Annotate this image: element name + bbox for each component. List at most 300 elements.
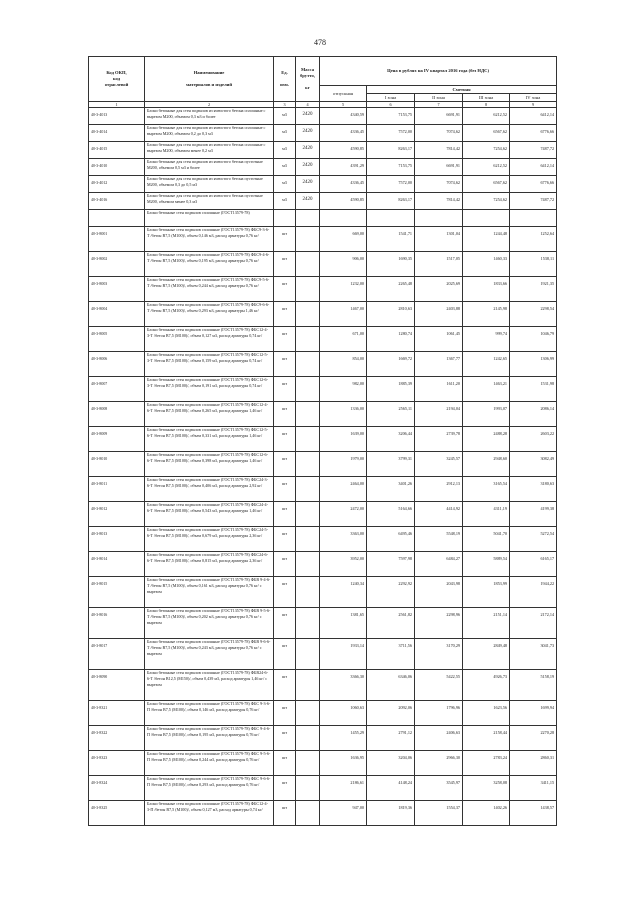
item-name-cell: Блоки бетонные стен подвалов сплошные (ГОСТ13579-78) ФБС9-3-6-Т /бетон В7,5 (М100)/, объем 0,146 м3, расход арматуры 0,76 кг/ bbox=[145, 227, 274, 252]
item-code-cell: 40-3-8005 bbox=[89, 327, 145, 352]
item-name-cell: Блоки бетонные стен подвалов сплошные (ГОСТ13579-78) ФБС24-3-6-Т /бетон В7,5 (М100)/, объем 0,406 м3, расход арматуры 2,92 кг/ bbox=[145, 477, 274, 502]
zone-4-price-cell: 1438,57 bbox=[510, 801, 557, 826]
unit-cell: шт bbox=[274, 502, 296, 527]
zone-1-price-cell: 7153,75 bbox=[367, 108, 415, 125]
unit-cell: шт bbox=[274, 227, 296, 252]
release-price-cell: 1639,00 bbox=[320, 427, 367, 452]
zone-3-price-cell: 6212,52 bbox=[463, 108, 510, 125]
mass-cell: 2420 bbox=[296, 125, 320, 142]
zone-2-price-cell: 1517,05 bbox=[415, 252, 463, 277]
item-code-cell: 40-3-8010 bbox=[89, 452, 145, 477]
release-price-cell: 1240,34 bbox=[320, 577, 367, 608]
mass-cell bbox=[296, 577, 320, 608]
item-code-cell: 40-3-8015 bbox=[89, 577, 145, 608]
item-name-cell: Блоки бетонные стен подвалов сплошные (ГОСТ13579-78) ФБС12-5-3-Т /бетон В7,5 (М100)/, объем 0,159 м3, расход арматуры 0,74 кг/ bbox=[145, 352, 274, 377]
zone-3-price-cell: 5041,70 bbox=[463, 527, 510, 552]
zone-4-price-cell: 7487,72 bbox=[510, 142, 557, 159]
zone-1-price-cell: 2092,06 bbox=[367, 701, 415, 726]
item-name-cell: Блоки бетонные стен подвалов сплошные (ГОСТ13579-78) ФБС12-6-3-Т /бетон В7,5 (М100)/, объем 0,191 м3, расход арматуры 0,74 кг/ bbox=[145, 377, 274, 402]
item-name-cell: Блоки бетонные стен подвалов сплошные (ГОСТ13579-78) ФБС24-6-6-Т /бетон В7,5 (М100)/, объем 0,815 м3, расход арматуры 2,36 кг/ bbox=[145, 552, 274, 577]
release-price-cell: 4391,29 bbox=[320, 159, 367, 176]
zone-3-price-cell: 1460,33 bbox=[463, 252, 510, 277]
unit-cell: шт bbox=[274, 427, 296, 452]
zone-4-price-cell: 6776,66 bbox=[510, 125, 557, 142]
release-price-cell: 947,00 bbox=[320, 801, 367, 826]
unit-cell: м3 bbox=[274, 108, 296, 125]
table-row bbox=[89, 227, 557, 252]
mass-cell: 2420 bbox=[296, 159, 320, 176]
release-price-cell: 4590,85 bbox=[320, 193, 367, 210]
unit-cell: шт bbox=[274, 327, 296, 352]
mass-cell bbox=[296, 608, 320, 639]
unit-cell: шт bbox=[274, 776, 296, 801]
zone-3-price-cell: 1463,21 bbox=[463, 377, 510, 402]
zone-4-price-cell: 1252,64 bbox=[510, 227, 557, 252]
unit-cell: шт bbox=[274, 801, 296, 826]
item-name-cell: Блоки бетонные стен подвалов сплошные (ГОСТ13579-78) ФБС12-4-3-Т /бетон В7,5 (М100)/, объем 0,127 м3, расход арматуры 0,74 кг/ bbox=[145, 327, 274, 352]
zone-4-price-cell: 6165,17 bbox=[510, 552, 557, 577]
zone-2-price-cell: 7814,42 bbox=[415, 142, 463, 159]
table-row bbox=[89, 670, 557, 701]
zone-1-price-cell: 7572,00 bbox=[367, 125, 415, 142]
item-name-cell: Блоки бетонные стен подвалов сплошные (ГОСТ13579-78) ФБС 9-4-6-П /бетон В7,5 (М100)/, объем 0,195 м3, расход арматуры 0,76 кг/ bbox=[145, 726, 274, 751]
unit-cell: шт bbox=[274, 452, 296, 477]
table-row bbox=[89, 552, 557, 577]
release-price-cell: 1455,29 bbox=[320, 726, 367, 751]
zone-3-price-cell: 2145,98 bbox=[463, 302, 510, 327]
zone-1-price-cell: 1690,35 bbox=[367, 252, 415, 277]
header-code: Код ОКП, код отраслевой bbox=[89, 57, 145, 102]
column-number: 7 bbox=[415, 102, 463, 108]
column-number: 9 bbox=[510, 102, 557, 108]
zone-3-price-cell: 6567,62 bbox=[463, 125, 510, 142]
unit-cell: шт bbox=[274, 352, 296, 377]
zone-1-price-cell: 7572,00 bbox=[367, 176, 415, 193]
mass-cell bbox=[296, 701, 320, 726]
zone-1-price-cell: 7153,75 bbox=[367, 159, 415, 176]
zone-1-price-cell: 2561,82 bbox=[367, 608, 415, 639]
zone-2-price-cell: 1796,96 bbox=[415, 701, 463, 726]
table-row bbox=[89, 142, 557, 159]
unit-cell: шт bbox=[274, 552, 296, 577]
zone-2-price-cell: 6691,91 bbox=[415, 159, 463, 176]
table-row bbox=[89, 477, 557, 502]
zone-3-price-cell: 2488,28 bbox=[463, 427, 510, 452]
zone-4-price-cell: 2270,28 bbox=[510, 726, 557, 751]
item-name-cell: Блоки бетонные стен подвалов сплошные (ГОСТ13579-78) ФБС12-4-3-П /бетон В7,5 (М100)/, объем 0,127 м3, расход арматуры 0,74 кг/ bbox=[145, 801, 274, 826]
item-code-cell: 40-3-4012 bbox=[89, 176, 145, 193]
zone-3-price-cell: 1244,48 bbox=[463, 227, 510, 252]
column-number: 2 bbox=[145, 102, 274, 108]
zone-3-price-cell: 1833,66 bbox=[463, 277, 510, 302]
header-release: отпускная bbox=[320, 86, 367, 102]
mass-cell bbox=[296, 726, 320, 751]
zone-3-price-cell: 1623,56 bbox=[463, 701, 510, 726]
unit-cell: м3 bbox=[274, 159, 296, 176]
zone-4-price-cell: 1944,22 bbox=[510, 577, 557, 608]
item-name-cell: Блоки бетонные для стен подвалов из ячеистого бетона пустотные М200, объемом 0,3 до 0,5 м3 bbox=[145, 176, 274, 193]
zone-1-price-cell: 5164,66 bbox=[367, 502, 415, 527]
item-code-cell: 40-3-8017 bbox=[89, 639, 145, 670]
table-row bbox=[89, 159, 557, 176]
release-price-cell bbox=[320, 210, 367, 227]
zone-4-price-cell: 2172,14 bbox=[510, 608, 557, 639]
table-row bbox=[89, 639, 557, 670]
item-name-cell: Блоки бетонные стен подвалов сплошные (ГОСТ13579-78) ФБВ 9-5-6-Т /бетон В7,5 (М100)/, объем 0,202 м3, расход арматуры 0,76 кг/ с вырезом bbox=[145, 608, 274, 639]
item-name-cell: Блоки бетонные стен подвалов сплошные (ГОСТ13579-78) ФБВ 9-6-6-Т /бетон В7,5 (М100)/, объем 0,243 м3, расход арматуры 0,76 кг/ с вырезом bbox=[145, 639, 274, 670]
zone-1-price-cell bbox=[367, 210, 415, 227]
mass-cell bbox=[296, 427, 320, 452]
table-row bbox=[89, 377, 557, 402]
zone-1-price-cell: 3711,56 bbox=[367, 639, 415, 670]
release-price-cell: 4336,45 bbox=[320, 176, 367, 193]
table-row bbox=[89, 701, 557, 726]
release-price-cell: 3952,00 bbox=[320, 552, 367, 577]
zone-3-price-cell: 2783,24 bbox=[463, 751, 510, 776]
item-name-cell: Блоки бетонные стен подвалов сплошные (ГОСТ13579-78) ФБС12-6-6-Т /бетон В7,5 (М100)/, объем 0,398 м3, расход арматуры 1,46 кг/ bbox=[145, 452, 274, 477]
column-number: 8 bbox=[463, 102, 510, 108]
mass-cell: 2420 bbox=[296, 193, 320, 210]
zone-1-price-cell: 1885,39 bbox=[367, 377, 415, 402]
zone-4-price-cell: 6412,14 bbox=[510, 159, 557, 176]
zone-4-price-cell: 3180,63 bbox=[510, 477, 557, 502]
mass-cell bbox=[296, 210, 320, 227]
zone-4-price-cell: 6776,66 bbox=[510, 176, 557, 193]
item-code-cell: 40-3-8321 bbox=[89, 701, 145, 726]
mass-cell: 2420 bbox=[296, 176, 320, 193]
release-price-cell: 1467,00 bbox=[320, 302, 367, 327]
zone-3-price-cell: 1402,26 bbox=[463, 801, 510, 826]
zone-2-price-cell: 2966,30 bbox=[415, 751, 463, 776]
item-code-cell: 40-3-4010 bbox=[89, 159, 145, 176]
mass-cell bbox=[296, 302, 320, 327]
item-name-cell: Блоки бетонные для стен подвалов из ячеистого бетона сплошные с вырезом М200, объемом 0,2 до 0,3 м3 bbox=[145, 125, 274, 142]
zone-2-price-cell: 3170,29 bbox=[415, 639, 463, 670]
zone-1-price-cell: 2791,12 bbox=[367, 726, 415, 751]
table-row bbox=[89, 252, 557, 277]
table-row bbox=[89, 402, 557, 427]
zone-4-price-cell: 3411,15 bbox=[510, 776, 557, 801]
mass-cell bbox=[296, 402, 320, 427]
column-number: 4 bbox=[296, 102, 320, 108]
zone-2-price-cell: 5422,55 bbox=[415, 670, 463, 701]
item-name-cell: Блоки бетонные стен подвалов сплошные (ГОСТ13579-78) ФБС24-5-6-Т /бетон В7,5 (М100)/, объем 0,679 м3, расход арматуры 2,36 кг/ bbox=[145, 527, 274, 552]
zone-2-price-cell: 2298,96 bbox=[415, 608, 463, 639]
zone-2-price-cell: 2912,13 bbox=[415, 477, 463, 502]
unit-cell: шт bbox=[274, 377, 296, 402]
zone-2-price-cell: 2403,88 bbox=[415, 302, 463, 327]
zone-3-price-cell: 999,74 bbox=[463, 327, 510, 352]
zone-2-price-cell: 2406,63 bbox=[415, 726, 463, 751]
item-name-cell: Блоки бетонные стен подвалов сплошные (ГОСТ13579-78) ФБС 9-5-6-П /бетон В7,5 (М100)/, объем 0,244 м3, расход арматуры 0,76 кг/ bbox=[145, 751, 274, 776]
column-number: 1 bbox=[89, 102, 145, 108]
release-price-cell: 1060,63 bbox=[320, 701, 367, 726]
item-code-cell: 40-3-8013 bbox=[89, 527, 145, 552]
header-mass: Масса брутто, кг bbox=[296, 57, 320, 102]
item-code-cell: 40-3-8323 bbox=[89, 751, 145, 776]
release-price-cell: 982,00 bbox=[320, 377, 367, 402]
zone-4-price-cell: 2603,22 bbox=[510, 427, 557, 452]
zone-1-price-cell: 1541,71 bbox=[367, 227, 415, 252]
table-row bbox=[89, 327, 557, 352]
release-price-cell: 669,00 bbox=[320, 227, 367, 252]
item-code-cell: 40-3-8001 bbox=[89, 227, 145, 252]
header-zone-3: III зона bbox=[463, 94, 510, 102]
zone-1-price-cell: 3401,26 bbox=[367, 477, 415, 502]
release-price-cell: 4340,59 bbox=[320, 108, 367, 125]
mass-cell bbox=[296, 670, 320, 701]
item-name-cell: Блоки бетонные для стен подвалов из ячеистого бетона сплошные с вырезом М200, объемом менее 0,2 м3 bbox=[145, 142, 274, 159]
item-code-cell: 40-3-8012 bbox=[89, 502, 145, 527]
zone-2-price-cell: 3245,57 bbox=[415, 452, 463, 477]
table-body bbox=[89, 108, 557, 826]
table-row bbox=[89, 210, 557, 227]
zone-3-price-cell: 6212,52 bbox=[463, 159, 510, 176]
release-price-cell: 4590,85 bbox=[320, 142, 367, 159]
zone-3-price-cell: 6567,62 bbox=[463, 176, 510, 193]
unit-cell: м3 bbox=[274, 142, 296, 159]
zone-4-price-cell: 2086,14 bbox=[510, 402, 557, 427]
zone-4-price-cell: 4199,38 bbox=[510, 502, 557, 527]
zone-3-price-cell: 2158,44 bbox=[463, 726, 510, 751]
table-row bbox=[89, 608, 557, 639]
price-table bbox=[88, 56, 557, 826]
zone-2-price-cell: 6484,27 bbox=[415, 552, 463, 577]
zone-4-price-cell: 1046,79 bbox=[510, 327, 557, 352]
item-code-cell: 40-3-8002 bbox=[89, 252, 145, 277]
zone-2-price-cell: 5548,19 bbox=[415, 527, 463, 552]
item-name-cell: Блоки бетонные стен подвалов сплошные (ГОСТ13579-78) ФБВ24-6-6-Т /бетон В12,5 (М150)/, объем 0,439 м3, расход арматуры 1,46 кг/ с вырезом bbox=[145, 670, 274, 701]
table-row bbox=[89, 801, 557, 826]
table-row bbox=[89, 726, 557, 751]
mass-cell bbox=[296, 502, 320, 527]
item-code-cell: 40-3-8006 bbox=[89, 352, 145, 377]
unit-cell: шт bbox=[274, 608, 296, 639]
zone-3-price-cell: 3258,08 bbox=[463, 776, 510, 801]
unit-cell: шт bbox=[274, 639, 296, 670]
zone-4-price-cell: 1306,99 bbox=[510, 352, 557, 377]
item-code-cell: 40-3-8016 bbox=[89, 608, 145, 639]
zone-2-price-cell: 2025,69 bbox=[415, 277, 463, 302]
zone-1-price-cell: 4148,24 bbox=[367, 776, 415, 801]
zone-1-price-cell: 2265,48 bbox=[367, 277, 415, 302]
table-row bbox=[89, 176, 557, 193]
item-name-cell: Блоки бетонные стен подвалов сплошные (ГОСТ13579-78) ФБВ 9-4-6-Т /бетон В7,5 (М100)/, объем 0,161 м3, расход арматуры 0,76 кг/ с вырезом bbox=[145, 577, 274, 608]
zone-1-price-cell: 3206,44 bbox=[367, 427, 415, 452]
unit-cell: м3 bbox=[274, 176, 296, 193]
page-number: 478 bbox=[314, 38, 326, 47]
zone-2-price-cell: 3545,97 bbox=[415, 776, 463, 801]
item-name-cell: Блоки бетонные для стен подвалов из ячеистого бетона пустотные М200, объемом 0,5 м3 и более bbox=[145, 159, 274, 176]
item-code-cell: 40-3-8322 bbox=[89, 726, 145, 751]
zone-2-price-cell: 6691,91 bbox=[415, 108, 463, 125]
zone-4-price-cell: 5272,54 bbox=[510, 527, 557, 552]
zone-2-price-cell: 7074,62 bbox=[415, 176, 463, 193]
release-price-cell: 671,00 bbox=[320, 327, 367, 352]
item-name-cell: Блоки бетонные стен подвалов сплошные (ГОСТ13579-78) ФБС 9-3-6-П /бетон В7,5 (М100)/, объем 0,146 м3, расход арматуры 0,76 кг/ bbox=[145, 701, 274, 726]
zone-2-price-cell bbox=[415, 210, 463, 227]
zone-2-price-cell: 2739,78 bbox=[415, 427, 463, 452]
zone-2-price-cell: 1061,45 bbox=[415, 327, 463, 352]
item-code-cell bbox=[89, 210, 145, 227]
zone-2-price-cell: 2194,04 bbox=[415, 402, 463, 427]
unit-cell: шт bbox=[274, 277, 296, 302]
zone-3-price-cell: 2849,48 bbox=[463, 639, 510, 670]
item-name-cell: Блоки бетонные стен подвалов сплошные (ГОСТ13579-78) bbox=[145, 210, 274, 227]
zone-1-price-cell: 6495,46 bbox=[367, 527, 415, 552]
zone-2-price-cell: 1611,20 bbox=[415, 377, 463, 402]
release-price-cell: 2186,61 bbox=[320, 776, 367, 801]
unit-cell: шт bbox=[274, 252, 296, 277]
release-price-cell: 3366,30 bbox=[320, 670, 367, 701]
item-name-cell: Блоки бетонные стен подвалов сплошные (ГОСТ13579-78) ФБС9-5-6-Т /бетон В7,5 (М100)/, объем 0,244 м3, расход арматуры 0,76 кг/ bbox=[145, 277, 274, 302]
zone-1-price-cell: 1669,72 bbox=[367, 352, 415, 377]
zone-3-price-cell: 1242,65 bbox=[463, 352, 510, 377]
item-name-cell: Блоки бетонные для стен подвалов из ячеистого бетона пустотные М200, объемом менее 0,3 м3 bbox=[145, 193, 274, 210]
table-header bbox=[89, 57, 557, 108]
zone-3-price-cell: 4926,73 bbox=[463, 670, 510, 701]
item-code-cell: 40-3-8325 bbox=[89, 801, 145, 826]
release-price-cell: 4336,45 bbox=[320, 125, 367, 142]
zone-4-price-cell: 1531,98 bbox=[510, 377, 557, 402]
zone-4-price-cell: 7487,72 bbox=[510, 193, 557, 210]
header-unit: Ед. изм. bbox=[274, 57, 296, 102]
mass-cell bbox=[296, 552, 320, 577]
zone-2-price-cell: 7814,42 bbox=[415, 193, 463, 210]
unit-cell bbox=[274, 210, 296, 227]
mass-cell bbox=[296, 377, 320, 402]
mass-cell bbox=[296, 527, 320, 552]
column-number: 3 bbox=[274, 102, 296, 108]
table-row bbox=[89, 352, 557, 377]
mass-cell bbox=[296, 327, 320, 352]
table-row bbox=[89, 125, 557, 142]
zone-1-price-cell: 2810,63 bbox=[367, 302, 415, 327]
unit-cell: шт bbox=[274, 701, 296, 726]
zone-4-price-cell: 1699,94 bbox=[510, 701, 557, 726]
zone-3-price-cell: 7254,62 bbox=[463, 142, 510, 159]
mass-cell bbox=[296, 801, 320, 826]
item-name-cell: Блоки бетонные стен подвалов сплошные (ГОСТ13579-78) ФБС12-5-6-Т /бетон В7,5 (М100)/, объем 0,331 м3, расход арматуры 1,46 кг/ bbox=[145, 427, 274, 452]
unit-cell: шт bbox=[274, 402, 296, 427]
zone-3-price-cell bbox=[463, 210, 510, 227]
zone-4-price-cell: 3082,49 bbox=[510, 452, 557, 477]
zone-3-price-cell: 2151,14 bbox=[463, 608, 510, 639]
zone-1-price-cell: 8263,17 bbox=[367, 142, 415, 159]
mass-cell bbox=[296, 252, 320, 277]
unit-cell: шт bbox=[274, 670, 296, 701]
header-estimate: Сметная bbox=[367, 86, 557, 94]
item-name-cell: Блоки бетонные для стен подвалов из ячеистого бетона сплошные с вырезом М200, объемом 0,3 м3 и более bbox=[145, 108, 274, 125]
item-name-cell: Блоки бетонные стен подвалов сплошные (ГОСТ13579-78) ФБС9-4-6-Т /бетон В7,5 (М100)/, объем 0,195 м3, расход арматуры 0,76 кг/ bbox=[145, 252, 274, 277]
zone-3-price-cell: 1993,07 bbox=[463, 402, 510, 427]
release-price-cell: 2464,00 bbox=[320, 477, 367, 502]
mass-cell: 2420 bbox=[296, 142, 320, 159]
item-code-cell: 40-3-8324 bbox=[89, 776, 145, 801]
mass-cell bbox=[296, 352, 320, 377]
table-row bbox=[89, 302, 557, 327]
table-row bbox=[89, 108, 557, 125]
zone-4-price-cell bbox=[510, 210, 557, 227]
zone-4-price-cell: 3041,73 bbox=[510, 639, 557, 670]
zone-1-price-cell: 2292,92 bbox=[367, 577, 415, 608]
release-price-cell: 1933,14 bbox=[320, 639, 367, 670]
item-code-cell: 40-3-4014 bbox=[89, 125, 145, 142]
item-code-cell: 40-3-4015 bbox=[89, 142, 145, 159]
release-price-cell: 1979,00 bbox=[320, 452, 367, 477]
zone-2-price-cell: 2043,98 bbox=[415, 577, 463, 608]
zone-2-price-cell: 1367,77 bbox=[415, 352, 463, 377]
header-zone-2: II зона bbox=[415, 94, 463, 102]
zone-3-price-cell: 5889,54 bbox=[463, 552, 510, 577]
release-price-cell: 854,00 bbox=[320, 352, 367, 377]
mass-cell bbox=[296, 452, 320, 477]
table-row bbox=[89, 427, 557, 452]
zone-3-price-cell: 7254,62 bbox=[463, 193, 510, 210]
zone-4-price-cell: 5158,19 bbox=[510, 670, 557, 701]
zone-2-price-cell: 1554,37 bbox=[415, 801, 463, 826]
unit-cell: м3 bbox=[274, 193, 296, 210]
column-number: 5 bbox=[320, 102, 367, 108]
zone-3-price-cell: 1853,99 bbox=[463, 577, 510, 608]
mass-cell bbox=[296, 751, 320, 776]
zone-2-price-cell: 1301,04 bbox=[415, 227, 463, 252]
mass-cell: 2420 bbox=[296, 108, 320, 125]
table-row bbox=[89, 527, 557, 552]
release-price-cell: 1336,00 bbox=[320, 402, 367, 427]
release-price-cell: 3363,00 bbox=[320, 527, 367, 552]
unit-cell: шт bbox=[274, 302, 296, 327]
mass-cell bbox=[296, 776, 320, 801]
item-code-cell: 40-3-8004 bbox=[89, 302, 145, 327]
item-code-cell: 40-3-8003 bbox=[89, 277, 145, 302]
header-zone-1: I зона bbox=[367, 94, 415, 102]
zone-4-price-cell: 6412,14 bbox=[510, 108, 557, 125]
item-code-cell: 40-3-8014 bbox=[89, 552, 145, 577]
item-name-cell: Блоки бетонные стен подвалов сплошные (ГОСТ13579-78) ФБС12-4-6-Т /бетон В7,5 (М100)/, объем 0,265 м3, расход арматуры 1,46 кг/ bbox=[145, 402, 274, 427]
zone-1-price-cell: 3799,31 bbox=[367, 452, 415, 477]
table-row bbox=[89, 577, 557, 608]
unit-cell: шт bbox=[274, 477, 296, 502]
zone-3-price-cell: 3165,54 bbox=[463, 477, 510, 502]
item-code-cell: 40-3-8011 bbox=[89, 477, 145, 502]
item-code-cell: 40-3-8090 bbox=[89, 670, 145, 701]
zone-4-price-cell: 2298,54 bbox=[510, 302, 557, 327]
zone-1-price-cell: 2565,11 bbox=[367, 402, 415, 427]
unit-cell: шт bbox=[274, 726, 296, 751]
zone-1-price-cell: 1819,36 bbox=[367, 801, 415, 826]
header-name: Наименование материалов и изделий bbox=[145, 57, 274, 102]
item-name-cell: Блоки бетонные стен подвалов сплошные (ГОСТ13579-78) ФБС9-6-6-Т /бетон В7,5 (М100)/, объем 0,293 м3, расход арматуры 1,46 кг/ bbox=[145, 302, 274, 327]
item-code-cell: 40-3-8007 bbox=[89, 377, 145, 402]
zone-3-price-cell: 4311,19 bbox=[463, 502, 510, 527]
zone-1-price-cell: 6346,06 bbox=[367, 670, 415, 701]
release-price-cell: 1232,00 bbox=[320, 277, 367, 302]
mass-cell bbox=[296, 227, 320, 252]
zone-1-price-cell: 1280,74 bbox=[367, 327, 415, 352]
release-price-cell: 1636,95 bbox=[320, 751, 367, 776]
mass-cell bbox=[296, 277, 320, 302]
zone-4-price-cell: 1921,35 bbox=[510, 277, 557, 302]
unit-cell: шт bbox=[274, 751, 296, 776]
item-code-cell: 40-3-4013 bbox=[89, 108, 145, 125]
item-name-cell: Блоки бетонные стен подвалов сплошные (ГОСТ13579-78) ФБС24-4-6-Т /бетон В7,5 (М100)/, объем 0,543 м3, расход арматуры 1,46 кг/ bbox=[145, 502, 274, 527]
table-row bbox=[89, 277, 557, 302]
zone-2-price-cell: 4414,92 bbox=[415, 502, 463, 527]
item-code-cell: 40-3-4016 bbox=[89, 193, 145, 210]
table-row bbox=[89, 776, 557, 801]
unit-cell: шт bbox=[274, 527, 296, 552]
